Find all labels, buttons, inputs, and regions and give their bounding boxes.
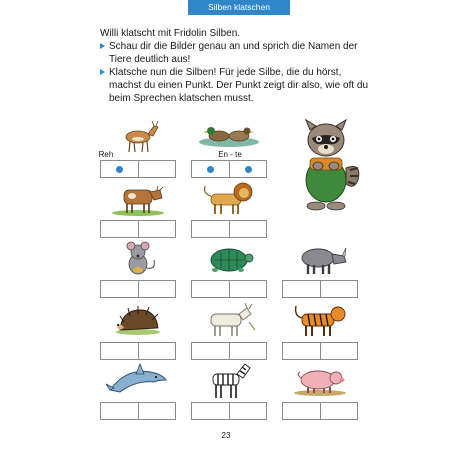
instruction-text: Klatsche nun die Silben! Für jede Silbe, die du hörst, machst du einen Punkt. Der Punkt zeigt dir also, wie oft du beim Sprechen klatschen musst. bbox=[109, 67, 369, 105]
syllable-boxes[interactable] bbox=[100, 280, 176, 298]
syllable-boxes[interactable] bbox=[191, 220, 267, 238]
syllable-boxes[interactable] bbox=[191, 402, 267, 420]
exercise-pig bbox=[282, 362, 358, 424]
zebra-icon bbox=[205, 362, 253, 400]
page-number: 23 bbox=[221, 431, 231, 440]
exercise-rhino bbox=[282, 240, 358, 302]
lion-icon bbox=[201, 180, 257, 216]
cow-icon bbox=[110, 180, 166, 216]
syllable-dot bbox=[116, 166, 123, 173]
raccoon-icon bbox=[288, 118, 364, 214]
exercise-tiger bbox=[282, 302, 358, 364]
syllable-boxes[interactable] bbox=[100, 402, 176, 420]
syllable-dot bbox=[207, 166, 214, 173]
instruction-text: Schau dir die Bilder genau an und sprich die Namen der Tiere deutlich aus! bbox=[109, 41, 358, 66]
syllable-boxes[interactable] bbox=[191, 280, 267, 298]
syllable-boxes[interactable] bbox=[282, 280, 358, 298]
syllable-boxes[interactable] bbox=[100, 342, 176, 360]
exercise-dolphin bbox=[100, 362, 176, 424]
exercise-reh bbox=[100, 118, 176, 180]
exercise-ente bbox=[191, 118, 267, 180]
syllable-boxes[interactable] bbox=[100, 160, 176, 178]
instruction-item bbox=[100, 40, 370, 66]
bullet-triangle-icon bbox=[100, 69, 105, 75]
tiger-icon bbox=[292, 302, 350, 338]
instruction-item bbox=[100, 66, 370, 105]
deer-icon bbox=[108, 118, 168, 154]
exercise-zebra bbox=[191, 362, 267, 424]
pig-icon bbox=[292, 364, 350, 396]
exercise-goat bbox=[191, 302, 267, 364]
instructions bbox=[100, 27, 370, 106]
syllable-boxes[interactable] bbox=[282, 402, 358, 420]
exercise-cow bbox=[100, 180, 176, 242]
syllable-boxes[interactable] bbox=[191, 160, 267, 178]
mouse-icon bbox=[116, 240, 160, 276]
syllable-dot bbox=[245, 166, 252, 173]
turtle-icon bbox=[201, 242, 257, 274]
exercise-turtle bbox=[191, 240, 267, 302]
section-title: Silben klatschen bbox=[188, 0, 290, 15]
syllable-boxes[interactable] bbox=[282, 342, 358, 360]
ducks-icon bbox=[197, 120, 261, 148]
exercise-hedgehog bbox=[100, 302, 176, 364]
rhino-icon bbox=[292, 240, 350, 276]
hedgehog-icon bbox=[112, 302, 164, 338]
dolphin-icon bbox=[106, 362, 170, 398]
bullet-triangle-icon bbox=[100, 43, 105, 49]
goat-icon bbox=[201, 302, 257, 338]
exercise-lion bbox=[191, 180, 267, 242]
example-label: En - te bbox=[218, 150, 242, 159]
syllable-boxes[interactable] bbox=[191, 342, 267, 360]
syllable-boxes[interactable] bbox=[100, 220, 176, 238]
example-label: Reh bbox=[98, 150, 114, 159]
exercise-mouse bbox=[100, 240, 176, 302]
intro-line: Willi klatscht mit Fridolin Silben. bbox=[100, 28, 241, 39]
